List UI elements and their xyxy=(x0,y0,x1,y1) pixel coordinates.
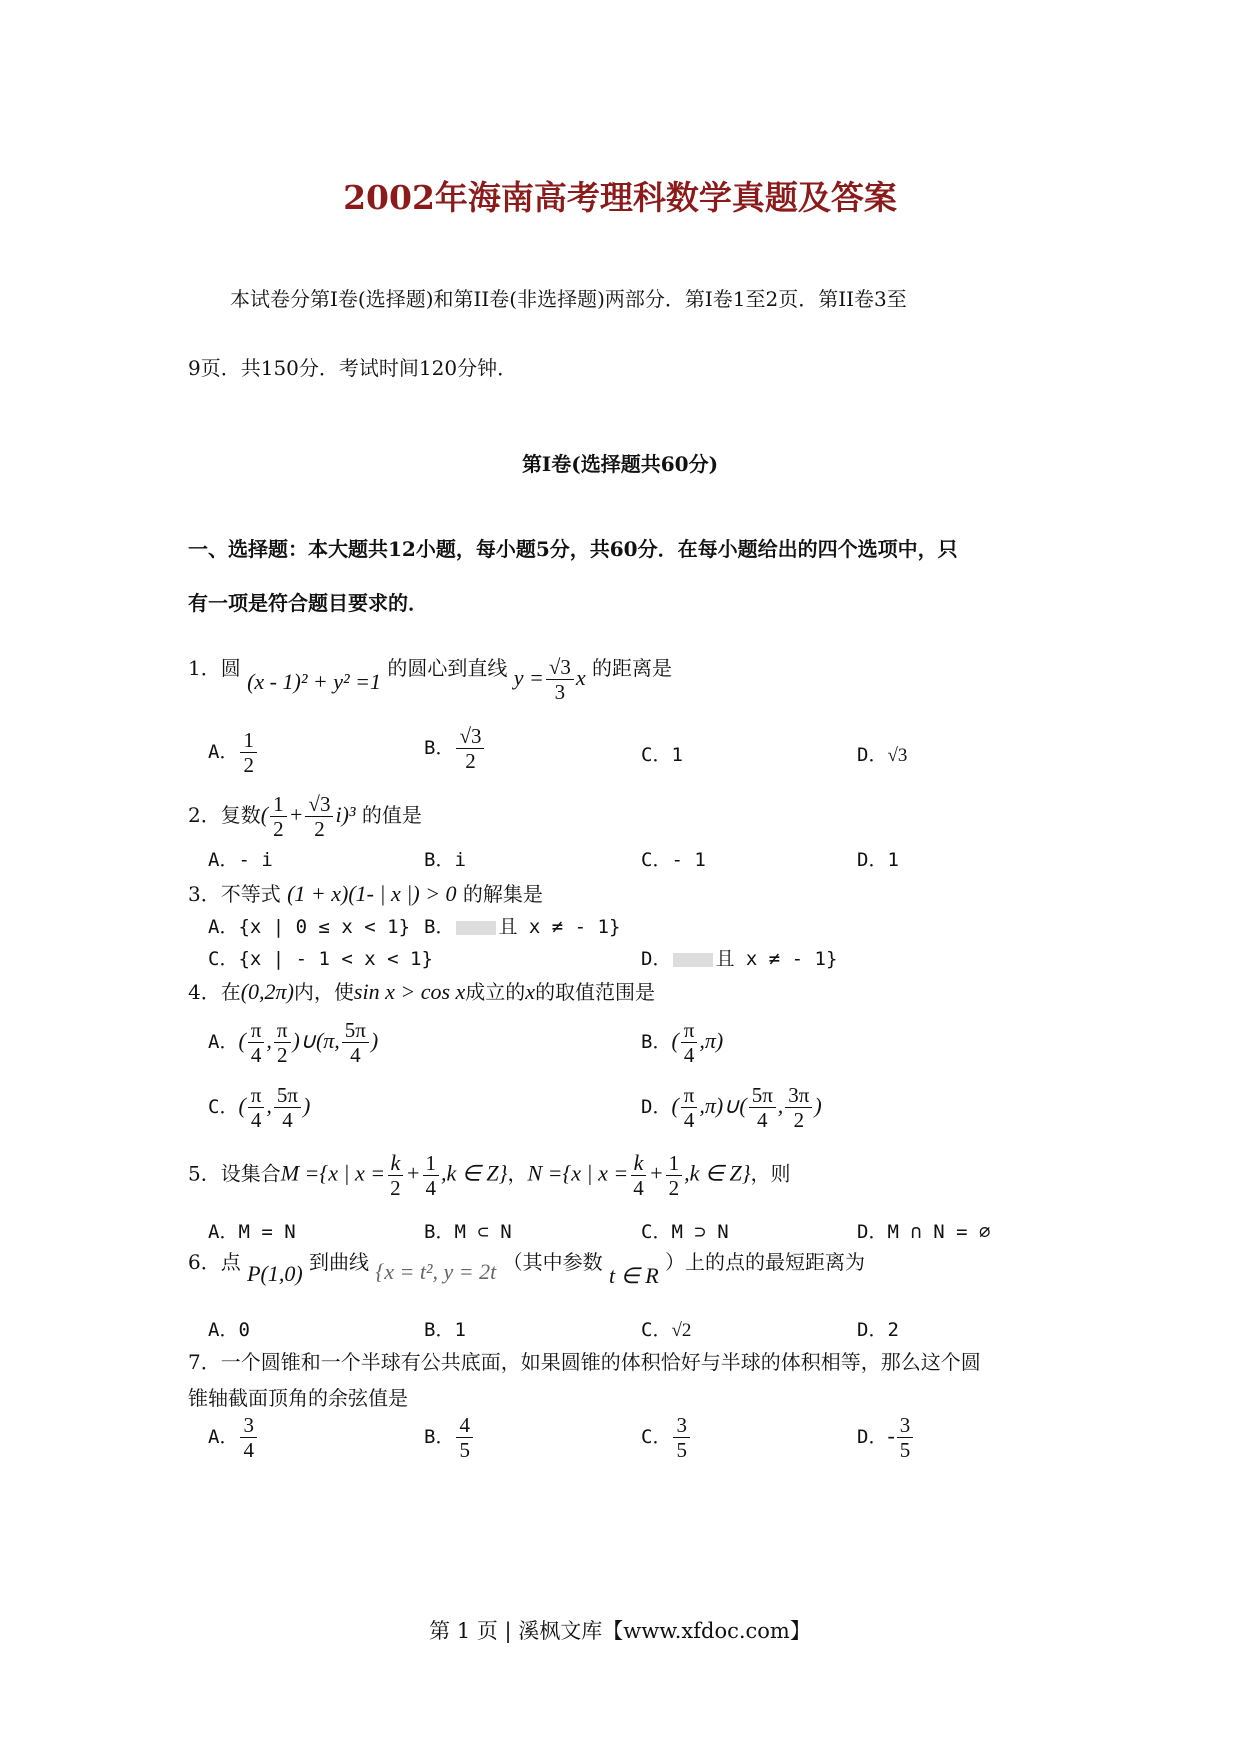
q2-option-d: D．1 xyxy=(857,849,899,871)
q4-option-d: D．( $\frac{\pi}{4}$ ,π)∪( $\frac{5\pi}{4}$ , $\frac{3\pi}{2}$ ) xyxy=(641,1083,822,1133)
q7-option-b: B． $\frac{4}{5}$ xyxy=(424,1413,475,1462)
q6-option-c: C．√2 xyxy=(641,1319,692,1341)
circle-equation: (x - 1)² + y² =1 xyxy=(247,669,381,695)
question-number: 3．不等式 xyxy=(188,882,281,906)
set-n-definition: N ={x | x = xyxy=(527,1160,629,1186)
q2-option-a: A．- i xyxy=(208,849,273,871)
question-text: 的圆心到直线 xyxy=(387,656,508,681)
q7-option-a: A． $\frac{3}{4}$ xyxy=(208,1413,259,1462)
question-text: 的值是 xyxy=(361,803,422,828)
q5-option-c: C．M ⊃ N xyxy=(641,1221,729,1243)
variable: x xyxy=(525,979,536,1004)
question-1 xyxy=(188,645,672,705)
q3-option-c: C．{x | - 1 < x < 1} xyxy=(208,948,433,970)
garbled-glyph xyxy=(456,921,496,935)
q3-option-d: D． 且 x ≠ - 1} xyxy=(641,948,838,970)
option-fraction: $\frac{√3}{2}$ xyxy=(456,724,484,773)
question-text: 成立的 xyxy=(465,980,526,1004)
question-7-line-1: 7．一个圆锥和一个半球有公共底面，如果圆锥的体积恰好与半球的体积相等，那么这个圆 xyxy=(188,1350,981,1374)
inequality-expression: sin x > cos x xyxy=(353,979,466,1004)
question-3 xyxy=(188,878,543,907)
q5-option-d: D．M ∩ N = ∅ xyxy=(857,1221,991,1243)
option-fraction: $\frac{1}{2}$ xyxy=(240,728,257,777)
question-4 xyxy=(188,976,655,1005)
line-equation-x: x xyxy=(575,665,586,691)
fraction-half: $\frac{1}{2}$ xyxy=(270,792,287,841)
q6-option-d: D．2 xyxy=(857,1319,899,1341)
intro-line-2: 9页．共150分．考试时间120分钟． xyxy=(188,356,518,380)
page-title: 2002年海南高考理科数学真题及答案 xyxy=(343,178,897,217)
question-text: 的取值范围是 xyxy=(535,980,656,1004)
inequality-expression: (1 + x)(1- | x |) > 0 xyxy=(287,881,457,906)
instructions-line-2: 有一项是符合题目要求的． xyxy=(188,591,428,615)
question-text: 内，使 xyxy=(293,980,354,1004)
q1-option-c: C．1 xyxy=(641,744,683,766)
parameter-domain: t ∈ R xyxy=(608,1263,659,1288)
question-text: 的解集是 xyxy=(462,882,543,906)
page-footer: 第 1 页 | 溪枫文库【www.xfdoc.com】 xyxy=(429,1619,811,1643)
parametric-curve: {x = t², y = 2t xyxy=(375,1259,497,1284)
q5-option-a: A．M = N xyxy=(208,1221,296,1243)
q1-option-a: A． $\frac{1}{2}$ xyxy=(208,728,259,777)
q6-option-a: A．0 xyxy=(208,1319,250,1341)
intro-line-1: 本试卷分第I卷(选择题)和第II卷(非选择题)两部分．第I卷1至2页．第II卷3至 xyxy=(230,287,907,311)
line-equation-lhs: y = xyxy=(513,665,544,691)
point-p: P(1,0) xyxy=(247,1261,303,1286)
instructions-line-1: 一、选择题：本大题共12小题，每小题5分，共60分．在每小题给出的四个选项中，只 xyxy=(188,537,958,561)
set-m-definition: M ={x | x = xyxy=(280,1160,386,1186)
question-number: 5．设集合 xyxy=(188,1161,281,1186)
question-number: 4．在 xyxy=(188,980,241,1004)
q4-option-b: B．( $\frac{\pi}{4}$ ,π) xyxy=(641,1018,724,1068)
q2-option-c: C．- 1 xyxy=(641,849,706,871)
q2-option-b: B．i xyxy=(424,849,466,871)
question-text: （其中参数 xyxy=(502,1250,603,1274)
q7-option-d: D．- $\frac{3}{5}$ xyxy=(857,1413,915,1462)
interval-expression: (0,2π) xyxy=(240,979,294,1004)
question-5: 5．设集合M ={x | x = $\frac{k}{2}$ + $\frac{1}{4}$ ,k ∈ Z}，N ={x | x = $\frac{k}{4}$ + $\frac{1}{2}$ ,k ∈ Z}，则 xyxy=(188,1150,791,1201)
q5-option-b: B．M ⊂ N xyxy=(424,1221,512,1243)
q1-option-b: B． $\frac{√3}{2}$ xyxy=(424,724,486,773)
question-number: 6．点 xyxy=(188,1250,241,1274)
q1-option-d: D．√3 xyxy=(857,744,908,766)
garbled-glyph xyxy=(673,953,713,967)
question-6 xyxy=(188,1246,866,1288)
q3-option-a: A．{x | 0 ≤ x < 1} xyxy=(208,916,411,938)
question-text: ）上的点的最短距离为 xyxy=(665,1250,866,1274)
fraction-root3-half: $\frac{√3}{2}$ xyxy=(305,792,333,841)
q4-option-c: C．( $\frac{\pi}{4}$ , $\frac{5\pi}{4}$ ) xyxy=(208,1083,311,1133)
q7-option-c: C． $\frac{3}{5}$ xyxy=(641,1413,692,1462)
question-2: 2．复数( $\frac{1}{2}$ + $\frac{√3}{2}$ i)³ 的值是 xyxy=(188,792,422,842)
line-slope-fraction: $\frac{√3}{3}$ xyxy=(546,655,574,704)
question-number: 1．圆 xyxy=(188,656,241,681)
q4-option-a: A．( $\frac{\pi}{4}$ , $\frac{\pi}{2}$ )∪(π, $\frac{5\pi}{4}$ ) xyxy=(208,1018,379,1068)
q6-option-b: B．1 xyxy=(424,1319,466,1341)
section-heading: 第I卷(选择题共60分) xyxy=(521,452,719,476)
q3-option-b: B． 且 x ≠ - 1} xyxy=(424,916,621,938)
question-7-line-2: 锥轴截面顶角的余弦值是 xyxy=(188,1386,408,1410)
question-text: 的距离是 xyxy=(591,656,672,681)
question-text: 到曲线 xyxy=(309,1250,370,1274)
question-number: 2．复数 xyxy=(188,803,261,828)
